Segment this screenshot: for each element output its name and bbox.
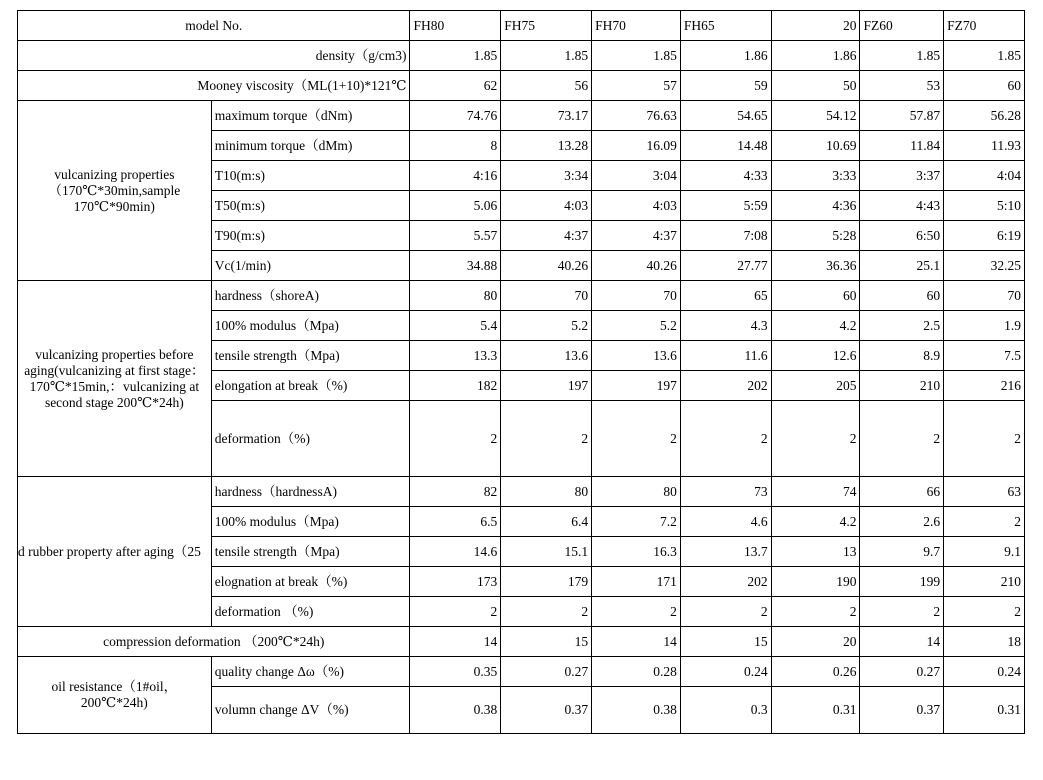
cell-value: 16.3 bbox=[592, 537, 681, 567]
cell-value: 70 bbox=[944, 281, 1025, 311]
cell-value: 20 bbox=[771, 627, 860, 657]
cell-value: 74 bbox=[771, 477, 860, 507]
cell-value: 12.6 bbox=[771, 341, 860, 371]
sub-row-label: Vc(1/min) bbox=[211, 251, 410, 281]
cell-value: 60 bbox=[860, 281, 944, 311]
cell-value: 1.85 bbox=[860, 41, 944, 71]
sub-row-label: deformation（%) bbox=[211, 401, 410, 477]
row-label: compression deformation （200℃*24h) bbox=[18, 627, 410, 657]
cell-value: 0.27 bbox=[501, 657, 592, 687]
column-header: FH65 bbox=[680, 11, 771, 41]
cell-value: 1.85 bbox=[592, 41, 681, 71]
cell-value: 15.1 bbox=[501, 537, 592, 567]
cell-value: 2 bbox=[771, 401, 860, 477]
column-header: 20 bbox=[771, 11, 860, 41]
cell-value: 4.6 bbox=[680, 507, 771, 537]
cell-value: 40.26 bbox=[501, 251, 592, 281]
cell-value: 2 bbox=[944, 507, 1025, 537]
cell-value: 59 bbox=[680, 71, 771, 101]
table-row bbox=[18, 627, 1025, 657]
cell-value: 0.26 bbox=[771, 657, 860, 687]
sub-row-label: maximum torque（dNm) bbox=[211, 101, 410, 131]
cell-value: 4:16 bbox=[410, 161, 501, 191]
cell-value: 11.6 bbox=[680, 341, 771, 371]
cell-value: 0.31 bbox=[771, 687, 860, 734]
cell-value: 73.17 bbox=[501, 101, 592, 131]
sub-row-label: elongation at break（%) bbox=[211, 371, 410, 401]
cell-value: 202 bbox=[680, 567, 771, 597]
sub-row-label: hardness（hardnessA) bbox=[211, 477, 410, 507]
cell-value: 40.26 bbox=[592, 251, 681, 281]
cell-value: 6.4 bbox=[501, 507, 592, 537]
cell-value: 3:37 bbox=[860, 161, 944, 191]
sub-row-label: quality change Δω（%) bbox=[211, 657, 410, 687]
cell-value: 57 bbox=[592, 71, 681, 101]
cell-value: 14 bbox=[410, 627, 501, 657]
cell-value: 182 bbox=[410, 371, 501, 401]
sub-row-label: elognation at break（%) bbox=[211, 567, 410, 597]
cell-value: 173 bbox=[410, 567, 501, 597]
cell-value: 0.27 bbox=[860, 657, 944, 687]
cell-value: 80 bbox=[501, 477, 592, 507]
cell-value: 13.28 bbox=[501, 131, 592, 161]
cell-value: 16.09 bbox=[592, 131, 681, 161]
cell-value: 13 bbox=[771, 537, 860, 567]
cell-value: 10.69 bbox=[771, 131, 860, 161]
cell-value: 57.87 bbox=[860, 101, 944, 131]
cell-value: 11.93 bbox=[944, 131, 1025, 161]
cell-value: 60 bbox=[944, 71, 1025, 101]
group-label: vulcanizing properties before aging(vulcanizing at first stage：170℃*15min,：vulcanizing at second stage 200℃*24h) bbox=[18, 281, 212, 477]
cell-value: 2 bbox=[410, 597, 501, 627]
cell-value: 1.85 bbox=[944, 41, 1025, 71]
group-row bbox=[18, 657, 1025, 687]
cell-value: 13.6 bbox=[592, 341, 681, 371]
cell-value: 63 bbox=[944, 477, 1025, 507]
cell-value: 4.3 bbox=[680, 311, 771, 341]
cell-value: 70 bbox=[592, 281, 681, 311]
sub-row-label: 100% modulus（Mpa) bbox=[211, 311, 410, 341]
column-header: FH75 bbox=[501, 11, 592, 41]
cell-value: 70 bbox=[501, 281, 592, 311]
cell-value: 1.86 bbox=[680, 41, 771, 71]
cell-value: 14 bbox=[592, 627, 681, 657]
cell-value: 5.2 bbox=[592, 311, 681, 341]
cell-value: 197 bbox=[501, 371, 592, 401]
cell-value: 54.65 bbox=[680, 101, 771, 131]
sub-row-label: T90(m:s) bbox=[211, 221, 410, 251]
sub-row-label: volumn change ΔV（%) bbox=[211, 687, 410, 734]
column-header: FH70 bbox=[592, 11, 681, 41]
cell-value: 3:04 bbox=[592, 161, 681, 191]
cell-value: 3:33 bbox=[771, 161, 860, 191]
cell-value: 2 bbox=[680, 597, 771, 627]
cell-value: 5:59 bbox=[680, 191, 771, 221]
cell-value: 1.9 bbox=[944, 311, 1025, 341]
cell-value: 0.24 bbox=[944, 657, 1025, 687]
cell-value: 4:03 bbox=[592, 191, 681, 221]
cell-value: 82 bbox=[410, 477, 501, 507]
group-row bbox=[18, 101, 1025, 131]
cell-value: 6:19 bbox=[944, 221, 1025, 251]
cell-value: 2 bbox=[410, 401, 501, 477]
cell-value: 36.36 bbox=[771, 251, 860, 281]
cell-value: 0.37 bbox=[860, 687, 944, 734]
cell-value: 4:37 bbox=[592, 221, 681, 251]
cell-value: 202 bbox=[680, 371, 771, 401]
cell-value: 15 bbox=[501, 627, 592, 657]
cell-value: 32.25 bbox=[944, 251, 1025, 281]
cell-value: 0.38 bbox=[410, 687, 501, 734]
cell-value: 15 bbox=[680, 627, 771, 657]
cell-value: 34.88 bbox=[410, 251, 501, 281]
cell-value: 210 bbox=[860, 371, 944, 401]
cell-value: 5:28 bbox=[771, 221, 860, 251]
cell-value: 197 bbox=[592, 371, 681, 401]
cell-value: 62 bbox=[410, 71, 501, 101]
cell-value: 2 bbox=[944, 597, 1025, 627]
cell-value: 205 bbox=[771, 371, 860, 401]
cell-value: 9.1 bbox=[944, 537, 1025, 567]
column-header: FZ60 bbox=[860, 11, 944, 41]
cell-value: 4:04 bbox=[944, 161, 1025, 191]
cell-value: 8.9 bbox=[860, 341, 944, 371]
cell-value: 14.6 bbox=[410, 537, 501, 567]
cell-value: 11.84 bbox=[860, 131, 944, 161]
cell-value: 2 bbox=[592, 597, 681, 627]
cell-value: 66 bbox=[860, 477, 944, 507]
cell-value: 0.28 bbox=[592, 657, 681, 687]
cell-value: 4:43 bbox=[860, 191, 944, 221]
cell-value: 80 bbox=[592, 477, 681, 507]
cell-value: 53 bbox=[860, 71, 944, 101]
cell-value: 171 bbox=[592, 567, 681, 597]
cell-value: 4:36 bbox=[771, 191, 860, 221]
cell-value: 50 bbox=[771, 71, 860, 101]
cell-value: 1.86 bbox=[771, 41, 860, 71]
cell-value: 5.06 bbox=[410, 191, 501, 221]
cell-value: 5.4 bbox=[410, 311, 501, 341]
cell-value: 0.31 bbox=[944, 687, 1025, 734]
group-label: vulcanizing properties（170℃*30min,sample 170℃*90min) bbox=[18, 101, 212, 281]
cell-value: 5.57 bbox=[410, 221, 501, 251]
cell-value: 13.6 bbox=[501, 341, 592, 371]
cell-value: 74.76 bbox=[410, 101, 501, 131]
cell-value: 2 bbox=[592, 401, 681, 477]
cell-value: 80 bbox=[410, 281, 501, 311]
cell-value: 0.24 bbox=[680, 657, 771, 687]
cell-value: 6.5 bbox=[410, 507, 501, 537]
sub-row-label: T50(m:s) bbox=[211, 191, 410, 221]
cell-value: 13.7 bbox=[680, 537, 771, 567]
sub-row-label: minimum torque（dMm) bbox=[211, 131, 410, 161]
cell-value: 14.48 bbox=[680, 131, 771, 161]
table-row bbox=[18, 71, 1025, 101]
cell-value: 13.3 bbox=[410, 341, 501, 371]
sub-row-label: hardness（shoreA) bbox=[211, 281, 410, 311]
cell-value: 5.2 bbox=[501, 311, 592, 341]
group-row bbox=[18, 477, 1025, 507]
sub-row-label: T10(m:s) bbox=[211, 161, 410, 191]
cell-value: 0.38 bbox=[592, 687, 681, 734]
cell-value: 2 bbox=[860, 401, 944, 477]
cell-value: 2 bbox=[501, 401, 592, 477]
header-row bbox=[18, 11, 1025, 41]
group-label: oil resistance（1#oil，200℃*24h) bbox=[18, 657, 212, 734]
sub-row-label: deformation （%) bbox=[211, 597, 410, 627]
column-header: FZ70 bbox=[944, 11, 1025, 41]
cell-value: 4.2 bbox=[771, 311, 860, 341]
cell-value: 190 bbox=[771, 567, 860, 597]
cell-value: 0.37 bbox=[501, 687, 592, 734]
row-label: density（g/cm3) bbox=[18, 41, 410, 71]
cell-value: 2 bbox=[944, 401, 1025, 477]
cell-value: 9.7 bbox=[860, 537, 944, 567]
cell-value: 1.85 bbox=[410, 41, 501, 71]
cell-value: 216 bbox=[944, 371, 1025, 401]
cell-value: 2 bbox=[501, 597, 592, 627]
cell-value: 7:08 bbox=[680, 221, 771, 251]
cell-value: 5:10 bbox=[944, 191, 1025, 221]
cell-value: 199 bbox=[860, 567, 944, 597]
cell-value: 0.3 bbox=[680, 687, 771, 734]
cell-value: 73 bbox=[680, 477, 771, 507]
cell-value: 4:03 bbox=[501, 191, 592, 221]
cell-value: 65 bbox=[680, 281, 771, 311]
cell-value: 18 bbox=[944, 627, 1025, 657]
cell-value: 25.1 bbox=[860, 251, 944, 281]
cell-value: 60 bbox=[771, 281, 860, 311]
cell-value: 179 bbox=[501, 567, 592, 597]
cell-value: 14 bbox=[860, 627, 944, 657]
properties-table bbox=[17, 10, 1025, 734]
header-label: model No. bbox=[18, 11, 410, 41]
cell-value: 56 bbox=[501, 71, 592, 101]
sub-row-label: 100% modulus（Mpa) bbox=[211, 507, 410, 537]
cell-value: 56.28 bbox=[944, 101, 1025, 131]
cell-value: 2.5 bbox=[860, 311, 944, 341]
table-row bbox=[18, 41, 1025, 71]
cell-value: 0.35 bbox=[410, 657, 501, 687]
cell-value: 2.6 bbox=[860, 507, 944, 537]
cell-value: 76.63 bbox=[592, 101, 681, 131]
cell-value: 4.2 bbox=[771, 507, 860, 537]
row-label: Mooney viscosity（ML(1+10)*121℃ bbox=[18, 71, 410, 101]
cell-value: 1.85 bbox=[501, 41, 592, 71]
cell-value: 4:33 bbox=[680, 161, 771, 191]
group-row bbox=[18, 281, 1025, 311]
column-header: FH80 bbox=[410, 11, 501, 41]
sub-row-label: tensile strength（Mpa) bbox=[211, 537, 410, 567]
cell-value: 8 bbox=[410, 131, 501, 161]
cell-value: 27.77 bbox=[680, 251, 771, 281]
cell-value: 3:34 bbox=[501, 161, 592, 191]
group-label: d rubber property after aging（25 bbox=[18, 477, 212, 627]
cell-value: 7.2 bbox=[592, 507, 681, 537]
cell-value: 2 bbox=[680, 401, 771, 477]
cell-value: 6:50 bbox=[860, 221, 944, 251]
cell-value: 4:37 bbox=[501, 221, 592, 251]
cell-value: 2 bbox=[860, 597, 944, 627]
cell-value: 54.12 bbox=[771, 101, 860, 131]
cell-value: 2 bbox=[771, 597, 860, 627]
cell-value: 7.5 bbox=[944, 341, 1025, 371]
sub-row-label: tensile strength（Mpa) bbox=[211, 341, 410, 371]
cell-value: 210 bbox=[944, 567, 1025, 597]
